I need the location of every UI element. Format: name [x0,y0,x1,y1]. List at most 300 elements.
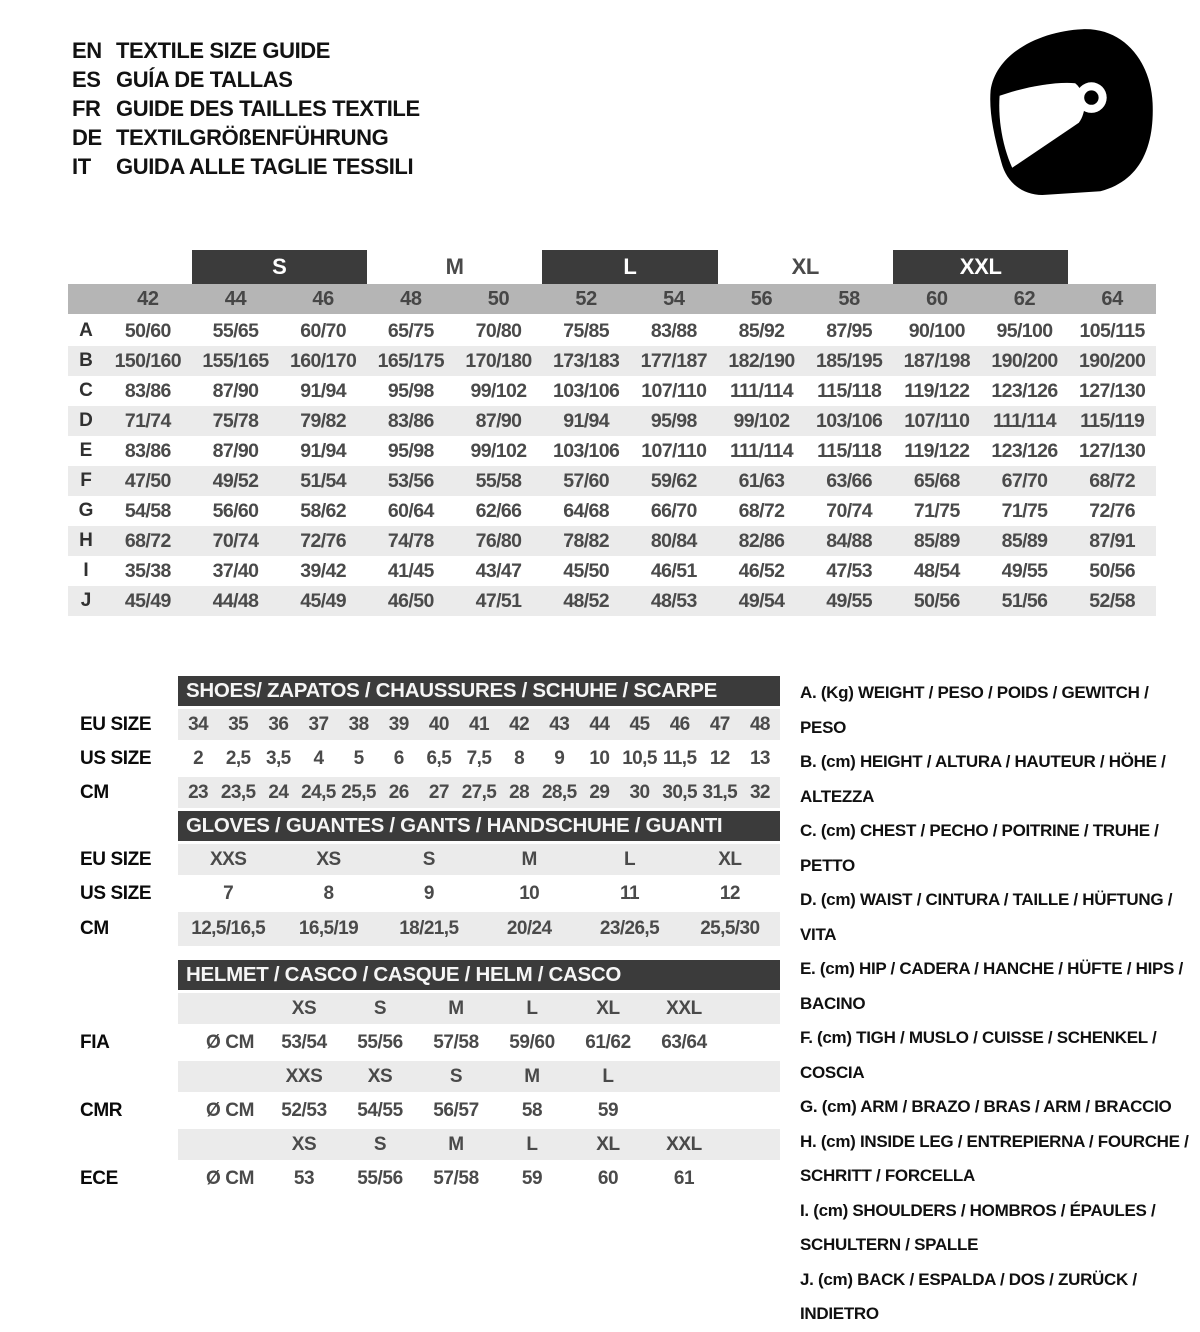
numeric-size: 62 [1013,287,1036,310]
legend-item: D. (cm) WAIST / CINTURA / TAILLE / HÜFTUNG / VITA [800,890,1173,944]
textile-cell: 65/75 [387,319,434,342]
textile-cell: 51/56 [1001,589,1048,612]
size-value: 5 [353,747,364,769]
size-group-m: M [445,254,464,279]
textile-cell: 71/74 [124,409,171,432]
helmet-section-title: HELMET / CASCO / CASQUE / HELM / CASCO [178,960,780,990]
size-value: 36 [268,713,289,735]
shoes-values [178,743,780,774]
textile-cell: 48/52 [563,589,610,612]
numeric-size: 54 [663,287,685,310]
textile-cell: 70/74 [212,529,259,552]
textile-cell: 82/86 [738,529,785,552]
textile-cell: 78/82 [563,529,610,552]
numeric-size: 46 [312,287,334,310]
helmet-sizes-row [68,993,780,1024]
textile-cell: 79/82 [300,409,347,432]
textile-cell: 46/51 [650,559,697,582]
size-value: 57/58 [433,1031,479,1053]
size-value: 10,5 [622,747,657,769]
textile-row-a [68,316,1156,346]
textile-cell: 48/54 [913,559,960,582]
legend-item: G. (cm) ARM / BRAZO / BRAS / ARM / BRACCIO [800,1097,1172,1116]
textile-cell: 71/75 [1001,499,1048,522]
textile-cell: 41/45 [387,559,434,582]
size-value: 11 [620,882,639,904]
size-value: L [623,848,635,870]
size-value: 59 [521,1167,543,1189]
size-group-spacer [68,250,192,284]
unit-cell: Ø CM [206,1167,255,1189]
textile-cell: 61/63 [738,469,785,492]
shoes-header-row [68,676,780,706]
row-key: J [80,590,92,611]
size-value: 44 [589,713,610,735]
size-label: XXL [666,997,702,1019]
legend-item: C. (cm) CHEST / PECHO / POITRINE / TRUHE / PETTO [800,821,1159,875]
textile-cell: 52/58 [1089,589,1136,612]
row-label-spacer [68,811,178,841]
row-label: EU SIZE [80,713,152,735]
helmet-table [68,960,780,1194]
row-key: B [79,350,93,371]
size-value: 61/62 [585,1031,631,1053]
language-row [72,94,420,123]
textile-cell: 44/48 [212,589,259,612]
textile-cell: 47/50 [124,469,171,492]
textile-cell: 111/114 [729,379,794,402]
numeric-size: 56 [750,287,773,310]
accessory-tables [68,676,780,1197]
textile-cell: 45/49 [300,589,347,612]
size-label: M [524,1065,540,1087]
textile-cell: 160/170 [290,349,357,372]
textile-cell: 173/183 [553,349,620,372]
gloves-row [68,912,780,946]
textile-cell: 177/187 [640,349,707,372]
size-value: 28 [509,781,530,803]
numeric-size: 42 [137,287,159,310]
row-key: G [78,500,94,521]
size-value: 6,5 [426,747,452,769]
size-value: 45 [629,713,650,735]
numeric-size: 60 [926,287,948,310]
numeric-size: 52 [575,287,597,310]
textile-cell: 39/42 [300,559,347,582]
textile-cell: 85/89 [1001,529,1048,552]
size-value: 2,5 [225,747,251,769]
size-value: 8 [323,882,334,904]
helmet-sizes [178,1061,780,1092]
textile-cell: 83/86 [124,439,171,462]
textile-cell: 85/92 [738,319,785,342]
size-value: 37 [308,713,329,735]
size-value: 29 [589,781,610,803]
textile-cell: 87/90 [212,439,259,462]
textile-cell: 68/72 [124,529,171,552]
size-group-xxl: XXL [893,250,1068,284]
shoes-values [178,709,780,740]
size-value: 27,5 [461,781,497,803]
row-key: C [79,380,93,401]
textile-cell: 84/88 [826,529,873,552]
textile-row-h [68,526,1156,556]
size-value: 23/26,5 [599,918,660,939]
textile-cell: 107/110 [641,439,707,462]
size-label: XS [291,997,317,1019]
shoes-section-title: SHOES/ ZAPATOS / CHAUSSURES / SCHUHE / SCARPE [178,676,780,706]
size-value: 16,5/19 [298,918,359,939]
size-value: 7,5 [466,747,492,769]
measurement-legend [800,676,1192,1332]
textile-cell: 63/66 [826,469,873,492]
textile-cell: 72/76 [300,529,347,552]
size-value: 24 [268,781,289,803]
row-label: CMR [80,1099,123,1121]
textile-cell: 62/66 [475,499,522,522]
size-value: 42 [509,713,530,735]
size-value: 25,5/30 [700,918,760,939]
size-label: XS [367,1065,393,1087]
textile-cell: 127/130 [1079,379,1146,402]
textile-cell: 68/72 [738,499,785,522]
numeric-size: 44 [224,287,247,310]
size-value: 3,5 [266,747,291,769]
textile-cell: 75/85 [563,319,610,342]
row-key: A [79,320,93,341]
size-value: 23,5 [220,781,256,803]
helmet-sizes-row [68,1061,780,1092]
size-value: 54/55 [357,1099,403,1121]
textile-cell: 54/58 [124,499,171,522]
language-title: TEXTILGRÖßENFÜHRUNG [116,124,389,150]
size-value: 9 [554,747,565,769]
size-label: XS [291,1133,317,1155]
row-key: H [79,530,93,551]
size-value: 30,5 [662,781,697,803]
textile-row-g [68,496,1156,526]
row-label: CM [80,918,109,939]
textile-cell: 49/54 [738,589,785,612]
gloves-table [68,811,780,946]
textile-cell: 64/68 [563,499,610,522]
textile-cell: 87/90 [212,379,259,402]
size-value: 31,5 [702,781,738,803]
numeric-size: 64 [1101,287,1123,310]
size-value: 48 [749,713,770,735]
numeric-size: 58 [838,287,860,310]
size-value: 43 [549,713,570,735]
textile-cell: 56/60 [212,499,259,522]
textile-size-table [68,250,1156,616]
textile-row-j [68,586,1156,616]
helmet-sizes [178,993,780,1024]
size-value: 61 [673,1167,695,1189]
size-value: 12 [719,882,740,904]
row-key: F [80,470,92,491]
textile-cell: 190/200 [1079,349,1146,372]
racing-helmet-icon [972,22,1164,202]
textile-cell: 87/90 [475,409,522,432]
textile-cell: 83/88 [650,319,697,342]
textile-cell: 47/51 [475,589,522,612]
size-group-xl: XL [791,254,820,279]
size-value: 20/24 [506,918,552,939]
textile-cell: 115/118 [817,439,882,462]
gloves-row [68,844,780,875]
textile-cell: 53/56 [387,469,434,492]
language-row [72,65,420,94]
textile-cell: 182/190 [728,349,795,372]
size-value: 56/57 [433,1099,479,1121]
language-title: TEXTILE SIZE GUIDE [116,37,331,63]
gloves-section-title: GLOVES / GUANTES / GANTS / HANDSCHUHE / GUANTI [178,811,780,841]
size-label: XL [596,1133,620,1155]
size-label: S [373,1133,387,1155]
size-value: 28,5 [541,781,577,803]
textile-cell: 155/165 [202,349,269,372]
language-title: GUIDA ALLE TAGLIE TESSILI [116,153,414,179]
textile-cell: 68/72 [1089,469,1136,492]
size-value: 58 [521,1099,543,1121]
textile-cell: 49/55 [1001,559,1048,582]
language-title: GUIDE DES TAILLES TEXTILE [116,95,420,121]
row-label: EU SIZE [80,848,152,870]
size-value: M [521,848,537,870]
size-value: 55/56 [357,1167,403,1189]
textile-cell: 91/94 [300,439,347,462]
row-label: US SIZE [80,882,152,904]
textile-cell: 67/70 [1001,469,1048,492]
textile-cell: 45/49 [124,589,171,612]
textile-cell: 65/68 [913,469,960,492]
language-row [72,36,420,65]
textile-cell: 99/102 [470,379,527,402]
textile-cell: 87/91 [1089,529,1136,552]
size-value: 12,5/16,5 [191,918,266,939]
size-value: 57/58 [433,1167,479,1189]
language-row [72,152,420,181]
textile-cell: 99/102 [470,439,527,462]
size-value: 52/53 [281,1099,327,1121]
textile-cell: 127/130 [1079,439,1146,462]
textile-cell: 85/89 [913,529,960,552]
textile-cell: 105/115 [1079,319,1145,342]
textile-cell: 75/78 [212,409,259,432]
unit-cell: Ø CM [206,1031,255,1053]
textile-cell: 70/74 [826,499,873,522]
textile-cell: 111/114 [992,409,1057,432]
textile-cell: 76/80 [475,529,522,552]
textile-cell: 107/110 [904,409,970,432]
textile-cell: 111/114 [729,439,794,462]
size-value: XXS [210,848,247,870]
helmet-values [178,1095,780,1126]
size-label: L [526,997,538,1019]
row-key: E [79,440,93,461]
textile-cell: 60/64 [387,499,434,522]
textile-cell: 91/94 [300,379,347,402]
legend-item: E. (cm) HIP / CADERA / HANCHE / HÜFTE / HIPS / BACINO [800,959,1183,1013]
helmet-values [178,1163,780,1194]
shoes-values [178,777,780,808]
legend-item: H. (cm) INSIDE LEG / ENTREPIERNA / FOURCHE / SCHRITT / FORCELLA [800,1131,1189,1185]
size-value: 35 [228,713,249,735]
textile-cell: 55/65 [212,319,259,342]
size-value: 34 [188,713,209,735]
size-value: 10 [589,747,610,769]
textile-cell: 107/110 [641,379,707,402]
textile-cell: 187/198 [903,349,970,372]
size-value: 8 [514,747,525,769]
unit-cell: Ø CM [206,1099,255,1121]
textile-cell: 91/94 [563,409,610,432]
textile-cell: 170/180 [465,349,532,372]
language-code: EN [72,37,102,63]
textile-cell: 74/78 [387,529,434,552]
size-value: 12 [709,747,730,769]
gloves-values [178,878,780,909]
size-value: 18/21,5 [399,918,459,939]
row-label: CM [80,781,109,803]
size-value: 24,5 [301,781,336,803]
size-label: M [448,997,464,1019]
gloves-header-row [68,811,780,841]
textile-cell: 59/62 [650,469,697,492]
language-code: IT [72,153,91,179]
size-value: 27 [428,781,449,803]
textile-cell: 66/70 [650,499,697,522]
size-label: L [526,1133,538,1155]
textile-row-b [68,346,1156,376]
size-label: XXL [666,1133,702,1155]
size-group-header [68,250,1156,284]
row-key: D [79,410,93,431]
textile-cell: 80/84 [650,529,697,552]
textile-cell: 60/70 [300,319,347,342]
textile-cell: 119/122 [904,379,970,402]
size-value: 30 [629,781,650,803]
textile-cell: 71/75 [913,499,960,522]
size-value: 2 [193,747,204,769]
textile-cell: 115/119 [1080,409,1145,432]
textile-rows [68,316,1156,616]
textile-cell: 55/58 [475,469,522,492]
size-value: 59 [597,1099,619,1121]
textile-row-f [68,466,1156,496]
textile-cell: 83/86 [387,409,434,432]
textile-cell: 45/50 [563,559,610,582]
textile-cell: 58/62 [300,499,347,522]
textile-cell: 95/100 [996,319,1053,342]
helmet-sizes [178,1129,780,1160]
numeric-size: 50 [487,287,510,310]
textile-cell: 103/106 [553,439,620,462]
size-value: 23 [188,781,209,803]
size-value: 63/64 [661,1031,707,1053]
legend-item: I. (cm) SHOULDERS / HOMBROS / ÉPAULES / SCHULTERN / SPALLE [800,1200,1156,1254]
textile-cell: 150/160 [114,349,181,372]
textile-cell: 95/98 [387,379,434,402]
textile-cell: 72/76 [1089,499,1136,522]
textile-cell: 83/86 [124,379,171,402]
textile-cell: 35/38 [124,559,171,582]
shoes-row [68,777,780,808]
textile-cell: 50/60 [124,319,171,342]
row-label-spacer [68,993,178,1024]
textile-cell: 165/175 [377,349,444,372]
row-label: ECE [80,1167,118,1189]
textile-cell: 37/40 [212,559,259,582]
numeric-size: 48 [400,287,422,310]
textile-cell: 48/53 [650,589,697,612]
textile-cell: 95/98 [387,439,434,462]
legend-item: J. (cm) BACK / ESPALDA / DOS / ZURÜCK / INDIETRO [800,1269,1137,1323]
helmet-values-row [68,1095,780,1126]
row-label-spacer [68,960,178,990]
size-value: 10 [519,882,540,904]
language-code: ES [72,66,101,92]
size-value: S [422,848,435,870]
size-value: 38 [348,713,369,735]
textile-cell: 50/56 [1089,559,1136,582]
helmet-values-row [68,1163,780,1194]
legend-item: F. (cm) TIGH / MUSLO / CUISSE / SCHENKEL / COSCIA [800,1028,1157,1082]
textile-cell: 43/47 [475,559,522,582]
size-group-s: S [192,250,367,284]
textile-cell: 190/200 [991,349,1058,372]
textile-cell: 99/102 [733,409,790,432]
textile-cell: 185/195 [816,349,883,372]
size-value: 53 [293,1167,315,1189]
textile-cell: 87/95 [826,319,873,342]
textile-cell: 51/54 [300,469,347,492]
textile-cell: 115/118 [817,379,882,402]
legend-item: B. (cm) HEIGHT / ALTURA / HAUTEUR / HÖHE / ALTEZZA [800,752,1166,806]
textile-cell: 123/126 [991,379,1058,402]
size-value: 11,5 [662,747,697,769]
textile-cell: 47/53 [826,559,873,582]
size-value: 46 [669,713,690,735]
size-label: L [602,1065,614,1087]
textile-cell: 46/52 [738,559,785,582]
textile-cell: 119/122 [904,439,970,462]
textile-cell: 70/80 [475,319,522,342]
language-code: FR [72,95,101,121]
helmet-values-row [68,1027,780,1058]
row-key: I [83,560,89,581]
textile-cell: 95/98 [650,409,697,432]
shoes-table [68,676,780,808]
textile-cell: 57/60 [563,469,610,492]
row-label-spacer [68,1129,178,1160]
textile-cell: 90/100 [908,319,965,342]
size-group-l: L [542,250,717,284]
size-label: XL [596,997,620,1019]
size-label: M [448,1133,464,1155]
size-label: XXS [285,1065,323,1087]
size-value: 6 [393,747,404,769]
size-value: 7 [223,882,234,904]
textile-cell: 50/56 [913,589,960,612]
size-value: 59/60 [509,1031,555,1053]
size-value: XS [316,848,341,870]
shoes-row [68,709,780,740]
language-code: DE [72,124,102,150]
textile-cell: 49/52 [212,469,259,492]
size-value: 55/56 [357,1031,403,1053]
row-label-spacer [68,676,178,706]
